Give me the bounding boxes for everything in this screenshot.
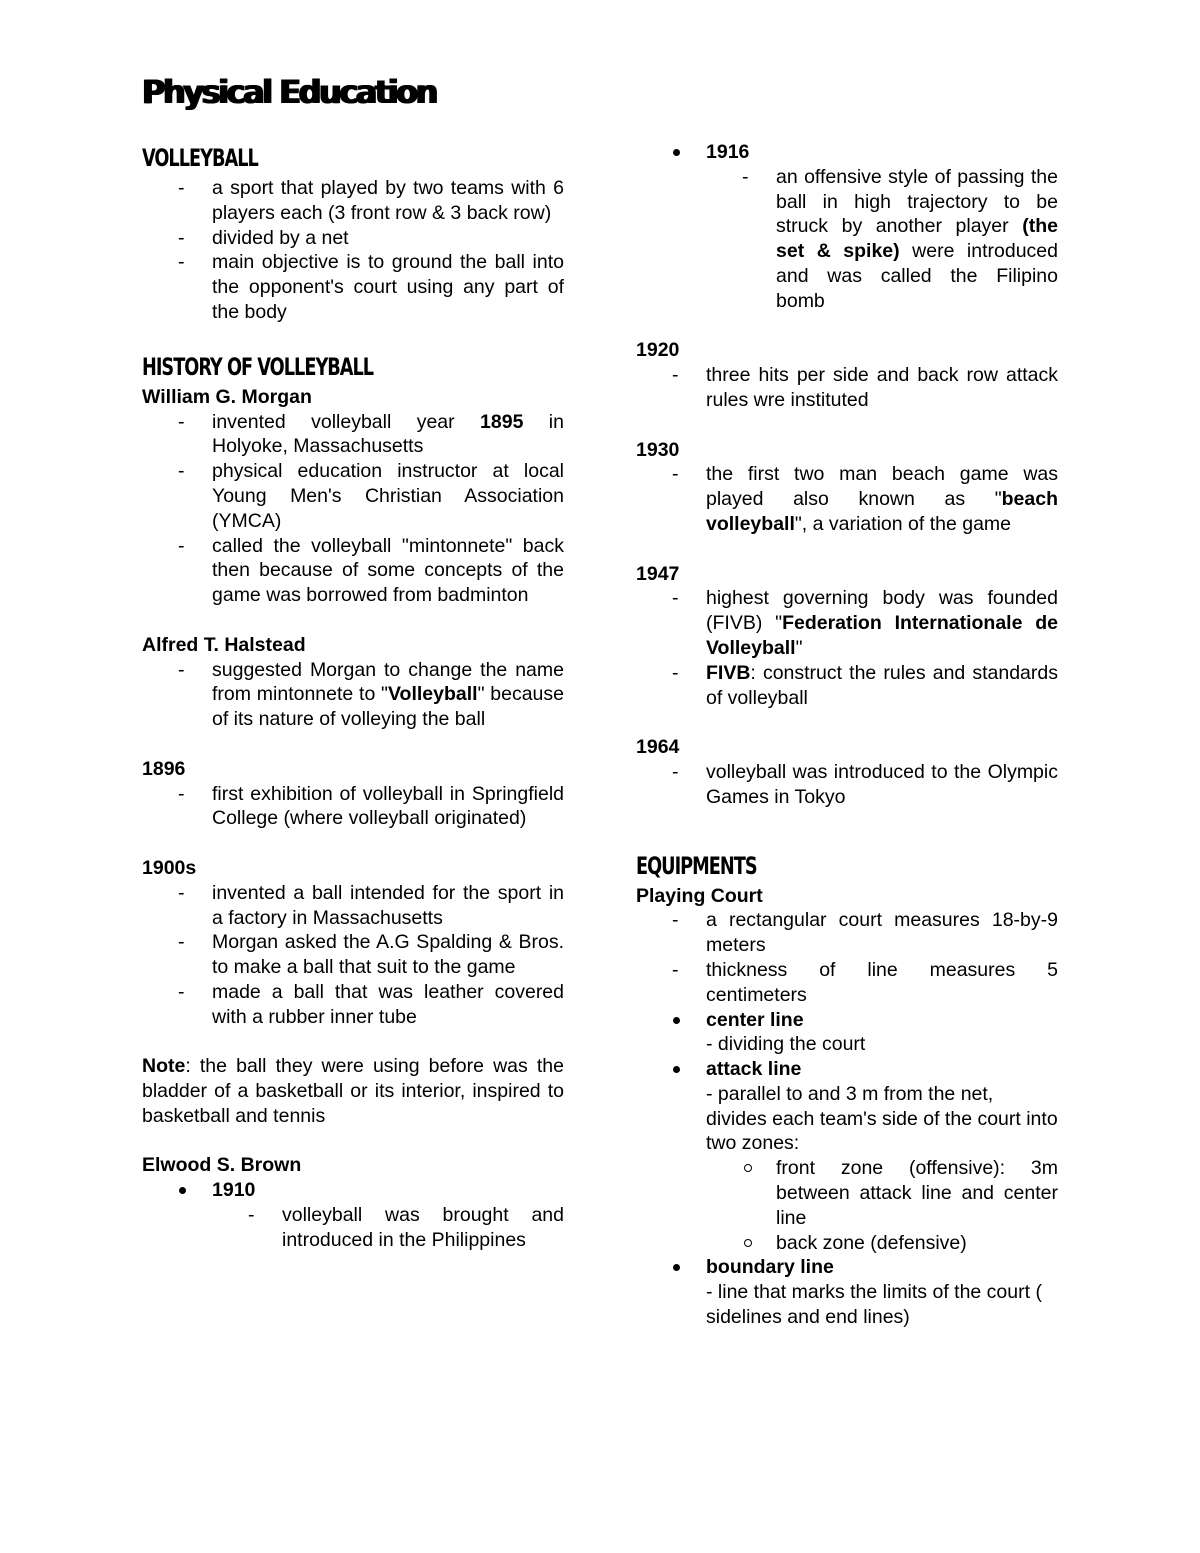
list-item: - suggested Morgan to change the name from mintonnete to "Volleyball" because of its nature of volleying the ball xyxy=(212,658,564,732)
list-item: - made a ball that was leather covered with a rubber inner tube xyxy=(212,980,564,1030)
list-item: - thickness of line measures 5 centimeters xyxy=(706,958,1058,1008)
bullet-icon xyxy=(179,1187,186,1194)
list-item: - physical education instructor at local Young Men's Christian Association (YMCA) xyxy=(212,459,564,533)
list-item: - three hits per side and back row attack rules wre instituted xyxy=(706,363,1058,413)
list-item: back zone (defensive) xyxy=(776,1231,1058,1256)
list-item: - invented a ball intended for the sport in a factory in Massachusetts xyxy=(212,881,564,931)
halstead-list xyxy=(142,658,564,732)
list-item xyxy=(212,1178,564,1252)
history-heading: HISTORY OF VOLLEYBALL xyxy=(142,352,374,381)
page-title: Physical Education xyxy=(142,73,436,111)
list-item: - highest governing body was founded (FIVB) "Federation Internationale de Volleyball" xyxy=(706,586,1058,660)
list-1896 xyxy=(142,782,564,832)
circle-bullet-icon xyxy=(744,1164,752,1172)
volleyball-heading: VOLLEYBALL xyxy=(142,144,258,172)
list-item: - the first two man beach game was played also known as "beach volleyball", a variation of the game xyxy=(706,462,1058,536)
zones-list xyxy=(706,1156,1058,1255)
year-1947: 1947 xyxy=(636,562,680,585)
list-item: - first exhibition of volleyball in Springfield College (where volleyball originated) xyxy=(212,782,564,832)
circle-bullet-icon xyxy=(744,1239,752,1247)
note-paragraph: Note: the ball they were using before was the bladder of a basketball or its interior, inspired to basketball and tennis xyxy=(142,1055,564,1127)
list-item: - a rectangular court measures 18-by-9 meters xyxy=(706,908,1058,958)
morgan-name: William G. Morgan xyxy=(142,385,312,408)
note-label: Note xyxy=(142,1055,186,1078)
halstead-name: Alfred T. Halstead xyxy=(142,633,306,656)
list-item: - invented volleyball year 1895 in Holyoke, Massachusetts xyxy=(212,410,564,460)
list-item xyxy=(706,1255,1058,1329)
list-item xyxy=(706,1008,1058,1058)
morgan-list xyxy=(142,410,564,608)
bullet-icon xyxy=(673,1066,680,1073)
list-item xyxy=(706,1057,1058,1255)
year-1920: 1920 xyxy=(636,339,680,362)
list-1930 xyxy=(636,462,1058,536)
list-item: - called the volleyball "mintonnete" back then because of some concepts of the game was borrowed from badminton xyxy=(212,534,564,608)
right-column xyxy=(636,140,1058,1330)
year-1910: 1910 xyxy=(212,1179,256,1202)
list-item: - FIVB: construct the rules and standards of volleyball xyxy=(706,661,1058,711)
year-1900s: 1900s xyxy=(142,856,197,879)
court-lines-list xyxy=(636,1008,1058,1330)
center-line-desc: - dividing the court xyxy=(706,1033,866,1056)
year-1916: 1916 xyxy=(706,141,750,163)
year-1930: 1930 xyxy=(636,438,680,461)
list-item: - volleyball was introduced to the Olympic Games in Tokyo xyxy=(706,760,1058,810)
volleyball-list xyxy=(142,176,564,325)
list-1964 xyxy=(636,760,1058,810)
list-item: - volleyball was brought and introduced in the Philippines xyxy=(282,1203,564,1253)
list-item: - Morgan asked the A.G Spalding & Bros. to make a ball that suit to the game xyxy=(212,930,564,980)
attack-line-desc: - parallel to and 3 m from the net, divides each team's side of the court into two zones: xyxy=(706,1082,1058,1155)
list-item: - divided by a net xyxy=(212,226,564,251)
attack-line-label: attack line xyxy=(706,1058,802,1081)
list-item: front zone (offensive): 3m between attack line and center line xyxy=(776,1156,1058,1230)
list-1920 xyxy=(636,363,1058,413)
center-line-label: center line xyxy=(706,1008,804,1031)
left-column xyxy=(142,140,564,1253)
year-1895: 1895 xyxy=(480,410,524,433)
year-1896: 1896 xyxy=(142,757,186,780)
bullet-icon xyxy=(673,1264,680,1271)
brown-list xyxy=(142,1178,564,1252)
bullet-icon xyxy=(673,1017,680,1024)
boundary-line-desc: - line that marks the limits of the court ( sidelines and end lines) xyxy=(706,1281,1042,1329)
playing-court-name: Playing Court xyxy=(636,884,763,907)
bullet-icon xyxy=(673,149,680,156)
boundary-line-label: boundary line xyxy=(706,1256,834,1279)
list-item: - an offensive style of passing the ball in high trajectory to be struck by another player (the set & spike) were introduced and was called the Filipino bomb xyxy=(776,165,1058,314)
list-1947 xyxy=(636,586,1058,710)
court-list xyxy=(636,908,1058,1007)
brown-name: Elwood S. Brown xyxy=(142,1154,302,1177)
list-1900s xyxy=(142,881,564,1030)
list-item xyxy=(706,140,1058,314)
brown-list-continued xyxy=(636,140,1058,314)
list-item: - a sport that played by two teams with 6 players each (3 front row & 3 back row) xyxy=(212,176,564,226)
year-1964: 1964 xyxy=(636,736,680,759)
equipments-heading: EQUIPMENTS xyxy=(636,851,757,880)
list-item: - main objective is to ground the ball into the opponent's court using any part of the body xyxy=(212,250,564,324)
